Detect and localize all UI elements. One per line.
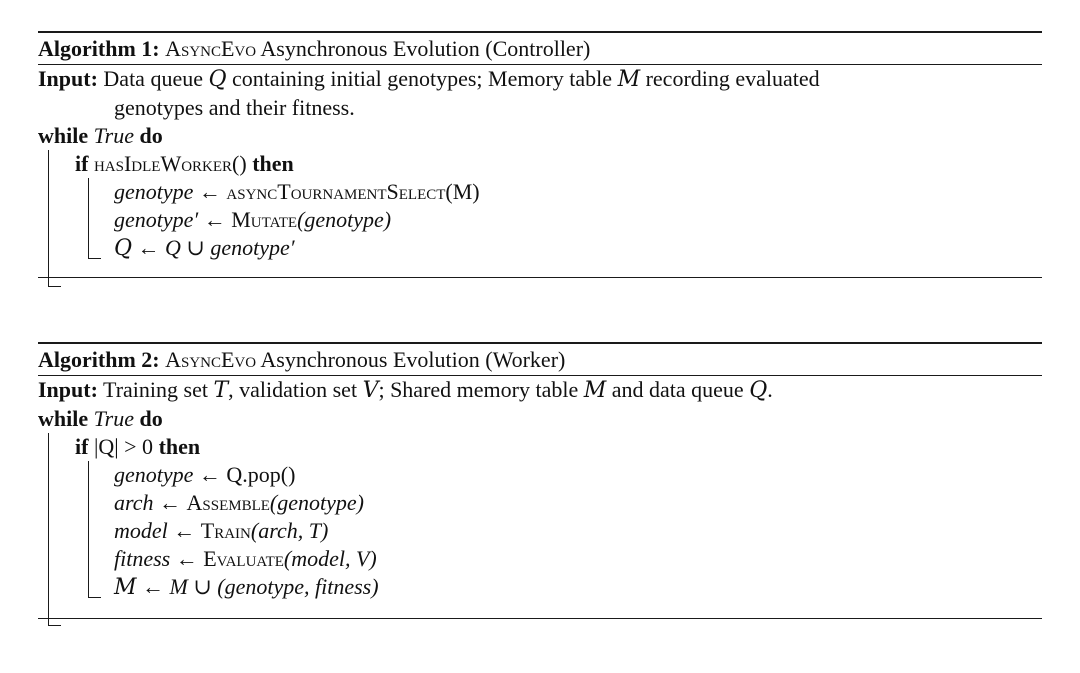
algorithm-1-block: [38, 31, 1042, 278]
do-keyword: do: [139, 123, 163, 148]
assign-arrow: ←: [153, 490, 187, 515]
assign-arrow: ←: [198, 207, 232, 232]
memory-symbol: M: [617, 67, 641, 92]
input-text: .: [767, 377, 773, 402]
if-line: [38, 150, 1042, 178]
input-text: and data queue: [606, 377, 750, 402]
statement-line: [38, 178, 1042, 206]
assign-arrow: ←: [167, 518, 201, 543]
algorithm-name: AsyncEvo: [165, 347, 257, 372]
caption-label: Algorithm 2:: [38, 347, 160, 372]
input-label: Input:: [38, 66, 98, 91]
input-text: ; Shared memory table: [378, 377, 584, 402]
statement-args: (genotype): [297, 207, 392, 232]
if-condition: |Q| > 0: [93, 434, 154, 459]
if-line: [38, 433, 1042, 461]
bottom-rule: [38, 277, 1042, 278]
bottom-rule: [38, 618, 1042, 619]
then-keyword: then: [158, 434, 201, 459]
statement-lhs: genotype: [114, 179, 194, 204]
input-continuation: genotypes and their fitness.: [114, 95, 355, 120]
queue-symbol: Q: [749, 378, 768, 403]
if-body: [38, 178, 1042, 263]
input-label: Input:: [38, 377, 98, 402]
statement-line: [38, 573, 1042, 602]
while-line: [38, 122, 1042, 150]
assign-arrow: ←: [170, 546, 204, 571]
caption-label: Algorithm 1:: [38, 36, 160, 61]
while-keyword: while: [38, 123, 89, 148]
statement-lhs: model: [114, 518, 168, 543]
statement-function: asyncTournamentSelect: [226, 179, 446, 204]
while-keyword: while: [38, 406, 89, 431]
statement-function: Train: [200, 518, 251, 543]
assign-arrow: ←: [132, 235, 166, 260]
if-keyword: if: [75, 151, 89, 176]
statement-lhs: Q: [114, 236, 133, 261]
statement-args: (M): [445, 179, 480, 204]
caption-title: Asynchronous Evolution (Controller): [256, 36, 591, 61]
statement-args: Q ∪ genotype′: [165, 235, 295, 260]
statement-function: Assemble: [186, 490, 270, 515]
statement-lhs: M: [114, 575, 137, 600]
input-text: containing initial genotypes; Memory table: [226, 66, 618, 91]
input-text: Training set: [97, 377, 214, 402]
statement-line: [38, 234, 1042, 263]
do-keyword: do: [139, 406, 163, 431]
statement-args: (model, V): [283, 546, 377, 571]
input-line: [38, 65, 1042, 94]
input-text: Data queue: [97, 66, 209, 91]
input-text: recording evaluated: [640, 66, 820, 91]
input-text: , validation set: [228, 377, 363, 402]
while-condition: True: [93, 123, 134, 148]
while-body: [38, 433, 1042, 602]
statement-line: [38, 545, 1042, 573]
statement-lhs: arch: [114, 490, 154, 515]
statement-args: Q.pop(): [226, 462, 296, 487]
caption-title: Asynchronous Evolution (Worker): [256, 347, 566, 372]
algorithm-name: AsyncEvo: [165, 36, 257, 61]
memory-symbol: M: [583, 378, 607, 403]
statement-function: Evaluate: [203, 546, 284, 571]
statement-lhs: fitness: [114, 546, 171, 571]
assign-arrow: ←: [193, 179, 227, 204]
statement-args: M ∪ (genotype, fitness): [169, 574, 379, 599]
statement-args: (arch, T): [250, 518, 329, 543]
queue-symbol: Q: [208, 67, 227, 92]
assign-arrow: ←: [136, 574, 170, 599]
while-condition: True: [93, 406, 134, 431]
statement-function: Mutate: [231, 207, 298, 232]
statement-line: [38, 489, 1042, 517]
statement-args: (genotype): [269, 490, 364, 515]
assign-arrow: ←: [193, 462, 227, 487]
statement-line: [38, 461, 1042, 489]
statement-lhs: genotype′: [114, 207, 199, 232]
then-keyword: then: [252, 151, 294, 176]
if-body: [38, 461, 1042, 602]
validation-set-symbol: V: [362, 378, 379, 403]
statement-lhs: genotype: [114, 462, 194, 487]
while-line: [38, 405, 1042, 433]
while-body: [38, 150, 1042, 263]
if-keyword: if: [75, 434, 89, 459]
algorithm-2-block: [38, 342, 1042, 619]
statement-line: [38, 517, 1042, 545]
algorithm-caption: [38, 344, 1042, 375]
if-condition: hasIdleWorker(): [93, 151, 247, 176]
training-set-symbol: T: [213, 378, 229, 403]
statement-line: [38, 206, 1042, 234]
algorithm-caption: [38, 33, 1042, 64]
input-line: [38, 376, 1042, 405]
